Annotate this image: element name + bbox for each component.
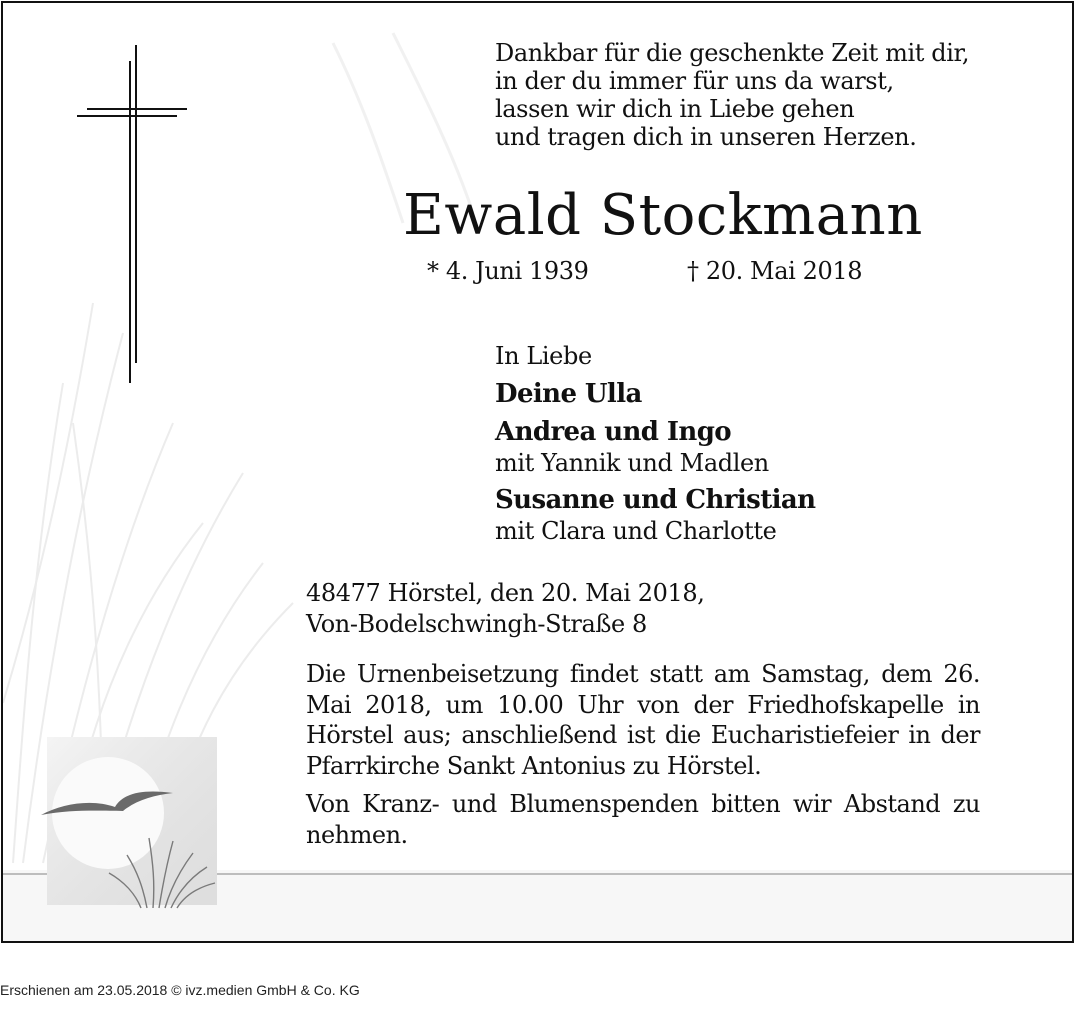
place-date-line: 48477 Hörstel, den 20. Mai 2018, [306,579,705,607]
mourner-group [495,378,815,410]
deceased-name: Ewald Stockmann [403,183,923,248]
mourner-primary: Andrea und Ingo [495,417,732,447]
mourner-secondary: mit Clara und Charlotte [495,517,777,545]
mourner-primary: Susanne und Christian [495,485,816,515]
flowers-request: Von Kranz- und Blumenspenden bitten wir Abstand zu nehmen. [306,790,980,849]
birth-date: * 4. Juni 1939 [427,257,589,285]
mourners-intro: In Liebe [495,342,592,370]
bird-sunset-vignette [41,737,217,908]
funeral-details: Die Urnenbeisetzung findet statt am Samstag, dem 26. Mai 2018, um 10.00 Uhr von der Friedhofskapelle in Hörstel aus; anschließend ist die Eucharistiefeier in der Pfarrkirche Sankt Antonius zu Hörstel. [306,660,980,780]
sun-icon [52,757,164,869]
place-and-address [306,578,704,640]
death-date: † 20. Mai 2018 [687,257,863,285]
poem-line: und tragen dich in unseren Herzen. [495,123,917,151]
poem-line: lassen wir dich in Liebe gehen [495,95,855,123]
street-line: Von-Bodelschwingh-Straße 8 [306,610,647,638]
poem-verse [495,39,969,151]
cross-icon [77,45,187,383]
mourner-secondary: mit Yannik und Madlen [495,449,769,477]
mourner-primary: Deine Ulla [495,379,642,409]
mourner-group [495,484,815,546]
mourners-list [495,340,815,546]
poem-line: in der du immer für uns da warst, [495,67,894,95]
obituary-notice [1,1,1074,943]
mourner-group [495,416,815,478]
publication-credit: Erschienen am 23.05.2018 © ivz.medien GmbH & Co. KG [0,982,360,998]
poem-line: Dankbar für die geschenkte Zeit mit dir, [495,39,970,67]
